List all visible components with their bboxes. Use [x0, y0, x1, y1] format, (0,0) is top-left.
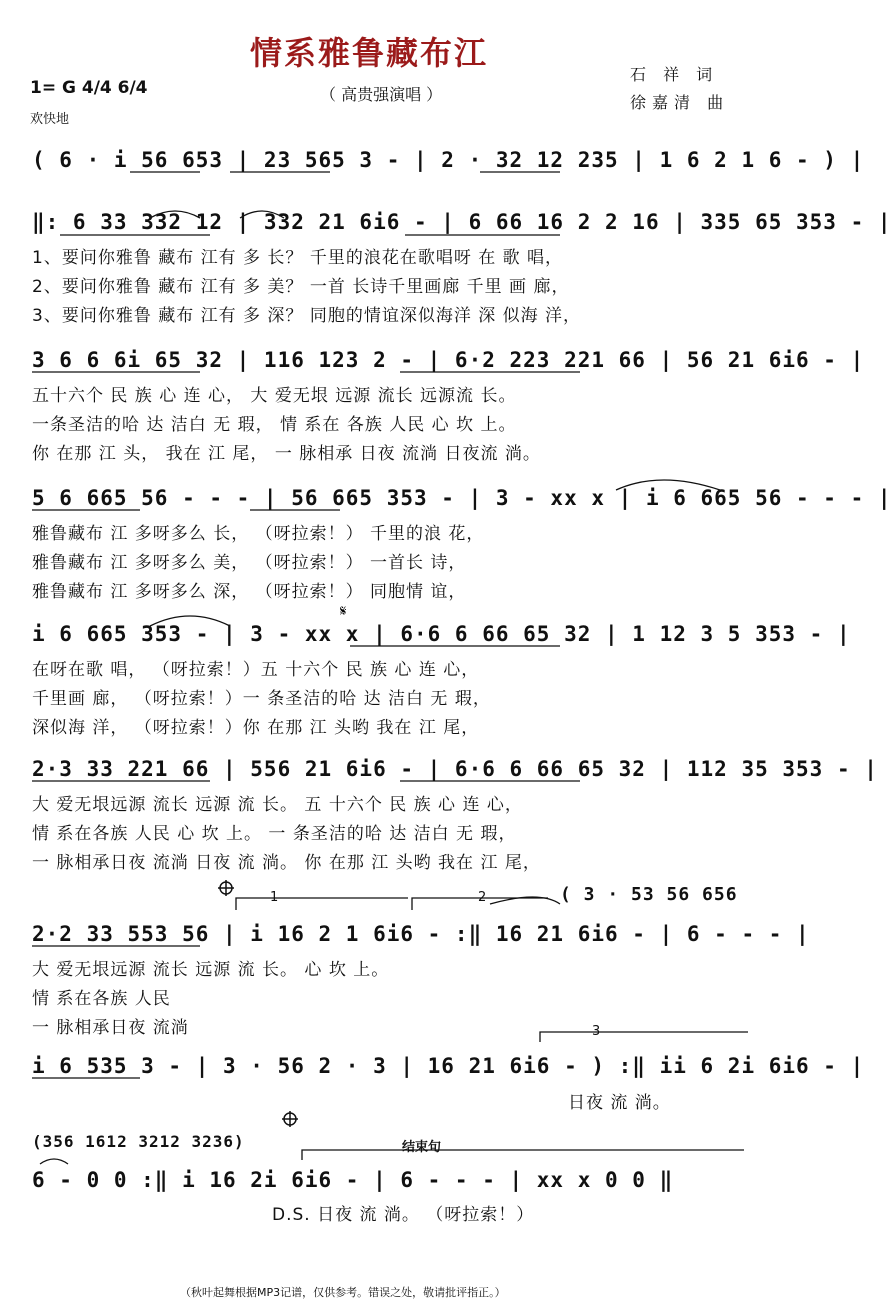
volta-bracket: [236, 898, 408, 910]
music-line-3: 3 6 6 6i 65 32 | 116 123 2 - | 6·2 223 221 66 | 56 21 6i6 - |: [32, 348, 865, 372]
volta-bracket: [302, 1150, 744, 1160]
segno-icon: 𝄋: [340, 602, 347, 620]
lyric-verse: 大 爱无垠远源 流长 远源 流 长。 五 十六个 民 族 心 连 心，: [32, 795, 523, 815]
music-line-4: 5 6 665 56 - - - | 56 665 353 - | 3 - xx x | i 6 665 56 - - - |: [32, 486, 892, 510]
lyric-verse: 日夜 流 淌。: [568, 1093, 671, 1113]
music-line-1: ( 6 · i 56 653 | 23 565 3 - | 2 · 32 12 235 | 1 6 2 1 6 - ) |: [32, 148, 865, 172]
coda-icon: [284, 1113, 296, 1125]
music-line-5: i 6 665 353 - | 3 - xx x | 6·6 6 66 65 32 | 1 12 3 5 353 - |: [32, 622, 851, 646]
music-line-9: 6 - 0 0 :‖ i 16 2i 6i6 - | 6 - - - | xx x 0 0 ‖: [32, 1168, 674, 1192]
volta-3-label: 3: [592, 1024, 601, 1039]
volta-1-label: 1: [270, 890, 279, 905]
lyrics-block-3: [32, 381, 541, 468]
lyrics-block-4: [32, 519, 484, 606]
lyric-verse: 五十六个 民 族 心 连 心， 大 爱无垠 远源 流长 远源流 长。: [32, 386, 517, 406]
lyrics-block-5: [32, 655, 491, 742]
music-line-6: 2·3 33 221 66 | 556 21 6i6 - | 6·6 6 66 65 32 | 112 35 353 - |: [32, 757, 878, 781]
lyric-verse: 情 系在各族 人民 心 坎 上。 一 条圣洁的哈 达 洁白 无 瑕，: [32, 824, 517, 844]
lyric-verse: 千里画 廊， （呀拉索！）一 条圣洁的哈 达 洁白 无 瑕，: [32, 689, 491, 709]
song-subtitle: （ 高贵强演唱 ）: [320, 85, 443, 104]
lyric-verse: 在呀在歌 唱， （呀拉索！）五 十六个 民 族 心 连 心，: [32, 660, 480, 680]
lyrics-block-7: [32, 955, 389, 1042]
music-line-8: i 6 535 3 - | 3 · 56 2 · 3 | 16 21 6i6 - ) :‖ ii 6 2i 6i6 - |: [32, 1054, 865, 1078]
tempo-marking: 欢快地: [30, 112, 70, 127]
lyric-verse: D.S. 日夜 流 淌。 （呀拉索！）: [272, 1205, 535, 1225]
lyricist-credit: 石 祥 词: [630, 65, 719, 84]
lyric-verse: 一 脉相承日夜 流淌: [32, 1018, 189, 1038]
volta-2-label: 2: [478, 890, 487, 905]
lyric-verse: 一 脉相承日夜 流淌 日夜 流 淌。 你 在那 江 头哟 我在 江 尾，: [32, 853, 541, 873]
lyric-verse: 情 系在各族 人民: [32, 989, 171, 1009]
coda-icon: [220, 882, 232, 894]
lyric-verse: 你 在那 江 头， 我在 江 尾， 一 脉相承 日夜 流淌 日夜流 淌。: [32, 444, 541, 464]
volta-bracket: [540, 1032, 748, 1042]
lyrics-block-6: [32, 790, 541, 877]
lyric-verse: 大 爱无垠远源 流长 远源 流 长。 心 坎 上。: [32, 960, 390, 980]
coda-label: 结束句: [402, 1140, 442, 1155]
music-line-7: 2·2 33 553 56 | i 16 2 1 6i6 - :‖ 16 21 6i6 - | 6 - - - |: [32, 922, 810, 946]
composer-credit: 徐嘉清 曲: [630, 93, 730, 112]
key-signature: 1= G 4/4 6/4: [30, 78, 148, 98]
lyrics-block-8: [568, 1088, 671, 1117]
interlude-upper-line: ( 3 · 53 56 656: [560, 884, 738, 905]
lyric-verse: 雅鲁藏布 江 多呀多么 美， （呀拉索！） 一首长 诗，: [32, 553, 467, 573]
lyric-verse: 深似海 洋， （呀拉索！）你 在那 江 头哟 我在 江 尾，: [32, 718, 480, 738]
tie-mark: [40, 1159, 68, 1164]
lyrics-block-9: [272, 1200, 534, 1229]
coda-upper-line: (356 1612 3212 3236): [32, 1132, 245, 1151]
lyric-verse: 一条圣洁的哈 达 洁白 无 瑕， 情 系在 各族 人民 心 坎 上。: [32, 415, 517, 435]
music-line-2: ‖: 6 33 332 12 | 332 21 6i6 - | 6 66 16 2 2 16 | 335 65 353 - |: [32, 210, 892, 234]
lyrics-block-2: [32, 243, 581, 330]
footnote: （秋叶起舞根据MP3记谱，仅供参考。错误之处，敬请批评指正。）: [180, 1286, 506, 1299]
lyric-verse: 雅鲁藏布 江 多呀多么 长， （呀拉索！） 千里的浪 花，: [32, 524, 485, 544]
lyric-verse: 1、要问你雅鲁 藏布 江有 多 长？ 千里的浪花在歌唱呀 在 歌 唱，: [32, 248, 564, 268]
lyric-verse: 雅鲁藏布 江 多呀多么 深， （呀拉索！） 同胞情 谊，: [32, 582, 467, 602]
tie-mark: [490, 897, 560, 904]
lyric-verse: 3、要问你雅鲁 藏布 江有 多 深？ 同胞的情谊深似海洋 深 似海 洋，: [32, 306, 582, 326]
lyric-verse: 2、要问你雅鲁 藏布 江有 多 美？ 一首 长诗千里画廊 千里 画 廊，: [32, 277, 570, 297]
song-title: 情系雅鲁藏布江: [250, 34, 489, 72]
